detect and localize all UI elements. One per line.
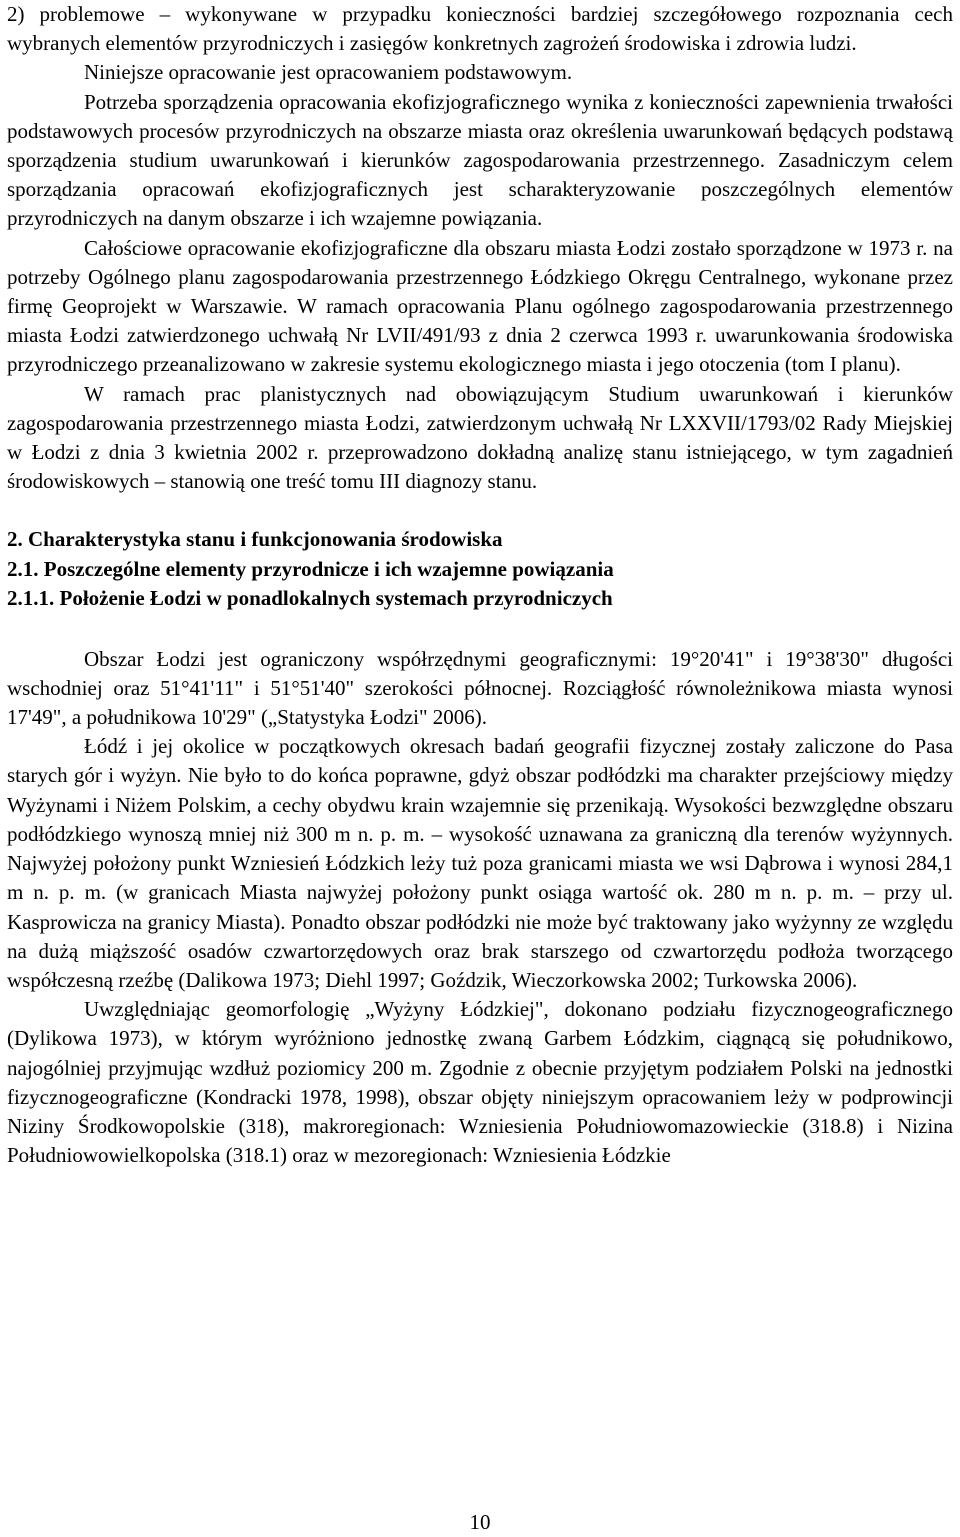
paragraph-problemowe: 2) problemowe – wykonywane w przypadku konieczności bardziej szczegółowego rozpoznania cech wybranych elementów przyrodniczych i zasięgów konkretnych zagrożeń środowiska i zdrowia ludzi. xyxy=(7,2,953,56)
spacer xyxy=(7,496,953,525)
paragraph-geography: Łódź i jej okolice w początkowych okresach badań geografii fizycznej zostały zaliczone do Pasa starych gór i wyżyn. Nie było to do końca poprawne, gdyż obszar podłódzki ma charakter przejściowy między Wyżynami i Niżem Polskim, a cechy obydwu krain wzajemnie się przenikają. Wysokości bezwzględne obszaru podłódzkiego wynoszą mniej niż 300 m n. p. m. – wysokość uznawana za graniczną dla terenów wyżynnych. Najwyżej położony punkt Wzniesień Łódzkich leży tuż poza granicami miasta we wsi Dąbrowa i wynosi 284,1 m n. p. m. (w granicach Miasta najwyżej położony punkt osiąga wartość ok. 280 m n. p. m. – przy ul. Kasprowicza na granicy Miasta). Ponadto obszar podłódzki nie może być traktowany jako wyżynny ze względu na dużą miąższość osadów czwartorzędowych oraz brak starszego od czwartorzędu podłoża tworzącego współczesną rzeźbę (Dalikowa 1973; Diehl 1997; Goździk, Wieczorkowska 2002; Turkowska 2006). xyxy=(7,734,953,992)
paragraph-coordinates: Obszar Łodzi jest ograniczony współrzędnymi geograficznymi: 19°20'41" i 19°38'30" długości wschodniej oraz 51°41'11" i 51°51'40" szerokości północnej. Rozciągłość równoleżnikowa miasta wynosi 17'49", a południkowa 10'29" („Statystyka Łodzi" 2006). xyxy=(7,646,953,730)
section-heading-2-1-1: 2.1.1. Położenie Łodzi w ponadlokalnych systemach przyrodniczych xyxy=(7,586,613,611)
spacer xyxy=(7,614,953,645)
section-heading-2-1: 2.1. Poszczególne elementy przyrodnicze i ich wzajemne powiązania xyxy=(7,556,614,581)
section-heading-2: 2. Charakterystyka stanu i funkcjonowania środowiska xyxy=(7,527,503,552)
document-page xyxy=(7,0,953,1170)
paragraph-studium: W ramach prac planistycznych nad obowiązującym Studium uwarunkowań i kierunków zagospodarowania przestrzennego miasta Łodzi, zatwierdzonym uchwałą Nr LXXVII/1793/02 Rady Miejskiej w Łodzi z dnia 3 kwietnia 2002 r. przeprowadzono dokładną analizę stanu istniejącego, w tym zagadnień środowiskowych – stanowią one treść tomu III diagnozy stanu. xyxy=(7,381,953,494)
paragraph-need: Potrzeba sporządzenia opracowania ekofizjograficznego wynika z konieczności zapewnienia trwałości podstawowych procesów przyrodniczych na obszarze miasta oraz określenia uwarunkowań będących podstawą sporządzenia studium uwarunkowań i kierunków zagospodarowania przestrzennego. Zasadniczym celem sporządzania opracowań ekofizjograficznych jest scharakteryzowanie poszczególnych elementów przyrodniczych na danym obszarze i ich wzajemne powiązania. xyxy=(7,89,953,231)
page-number: 10 xyxy=(469,1510,491,1534)
paragraph-regions: Uwzględniając geomorfologię „Wyżyny Łódzkiej", dokonano podziału fizycznogeograficznego (Dylikowa 1973), w którym wyróżniono jednostkę zwaną Garbem Łódzkim, ciągnącą się południkowo, najogólniej przyjmując wzdłuż poziomicy 200 m. Zgodnie z obecnie przyjętym podziałem Polski na jednostki fizycznogeograficzne (Kondracki 1978, 1998), obszar objęty niniejszym opracowaniem leży w podprowincji Niziny Środkowopolskie (318), makroregionach: Wzniesienia Południowomazowieckie (318.8) i Nizina Południowowielkopolska (318.1) oraz w mezoregionach: Wzniesienia Łódzkie xyxy=(7,997,953,1168)
paragraph-basic-study: Niniejsze opracowanie jest opracowaniem podstawowym. xyxy=(84,60,573,85)
paragraph-1973: Całościowe opracowanie ekofizjograficzne dla obszaru miasta Łodzi zostało sporządzone w 1973 r. na potrzeby Ogólnego planu zagospodarowania przestrzennego Łódzkiego Okręgu Centralnego, wykonane przez firmę Geoprojekt w Warszawie. W ramach opracowania Planu ogólnego zagospodarowania przestrzennego miasta Łodzi zatwierdzonego uchwałą Nr LVII/491/93 z dnia 2 czerwca 1993 r. uwarunkowania środowiska przyrodniczego przeanalizowano w zakresie systemu ekologicznego miasta i jego otoczenia (tom I planu). xyxy=(7,235,953,377)
